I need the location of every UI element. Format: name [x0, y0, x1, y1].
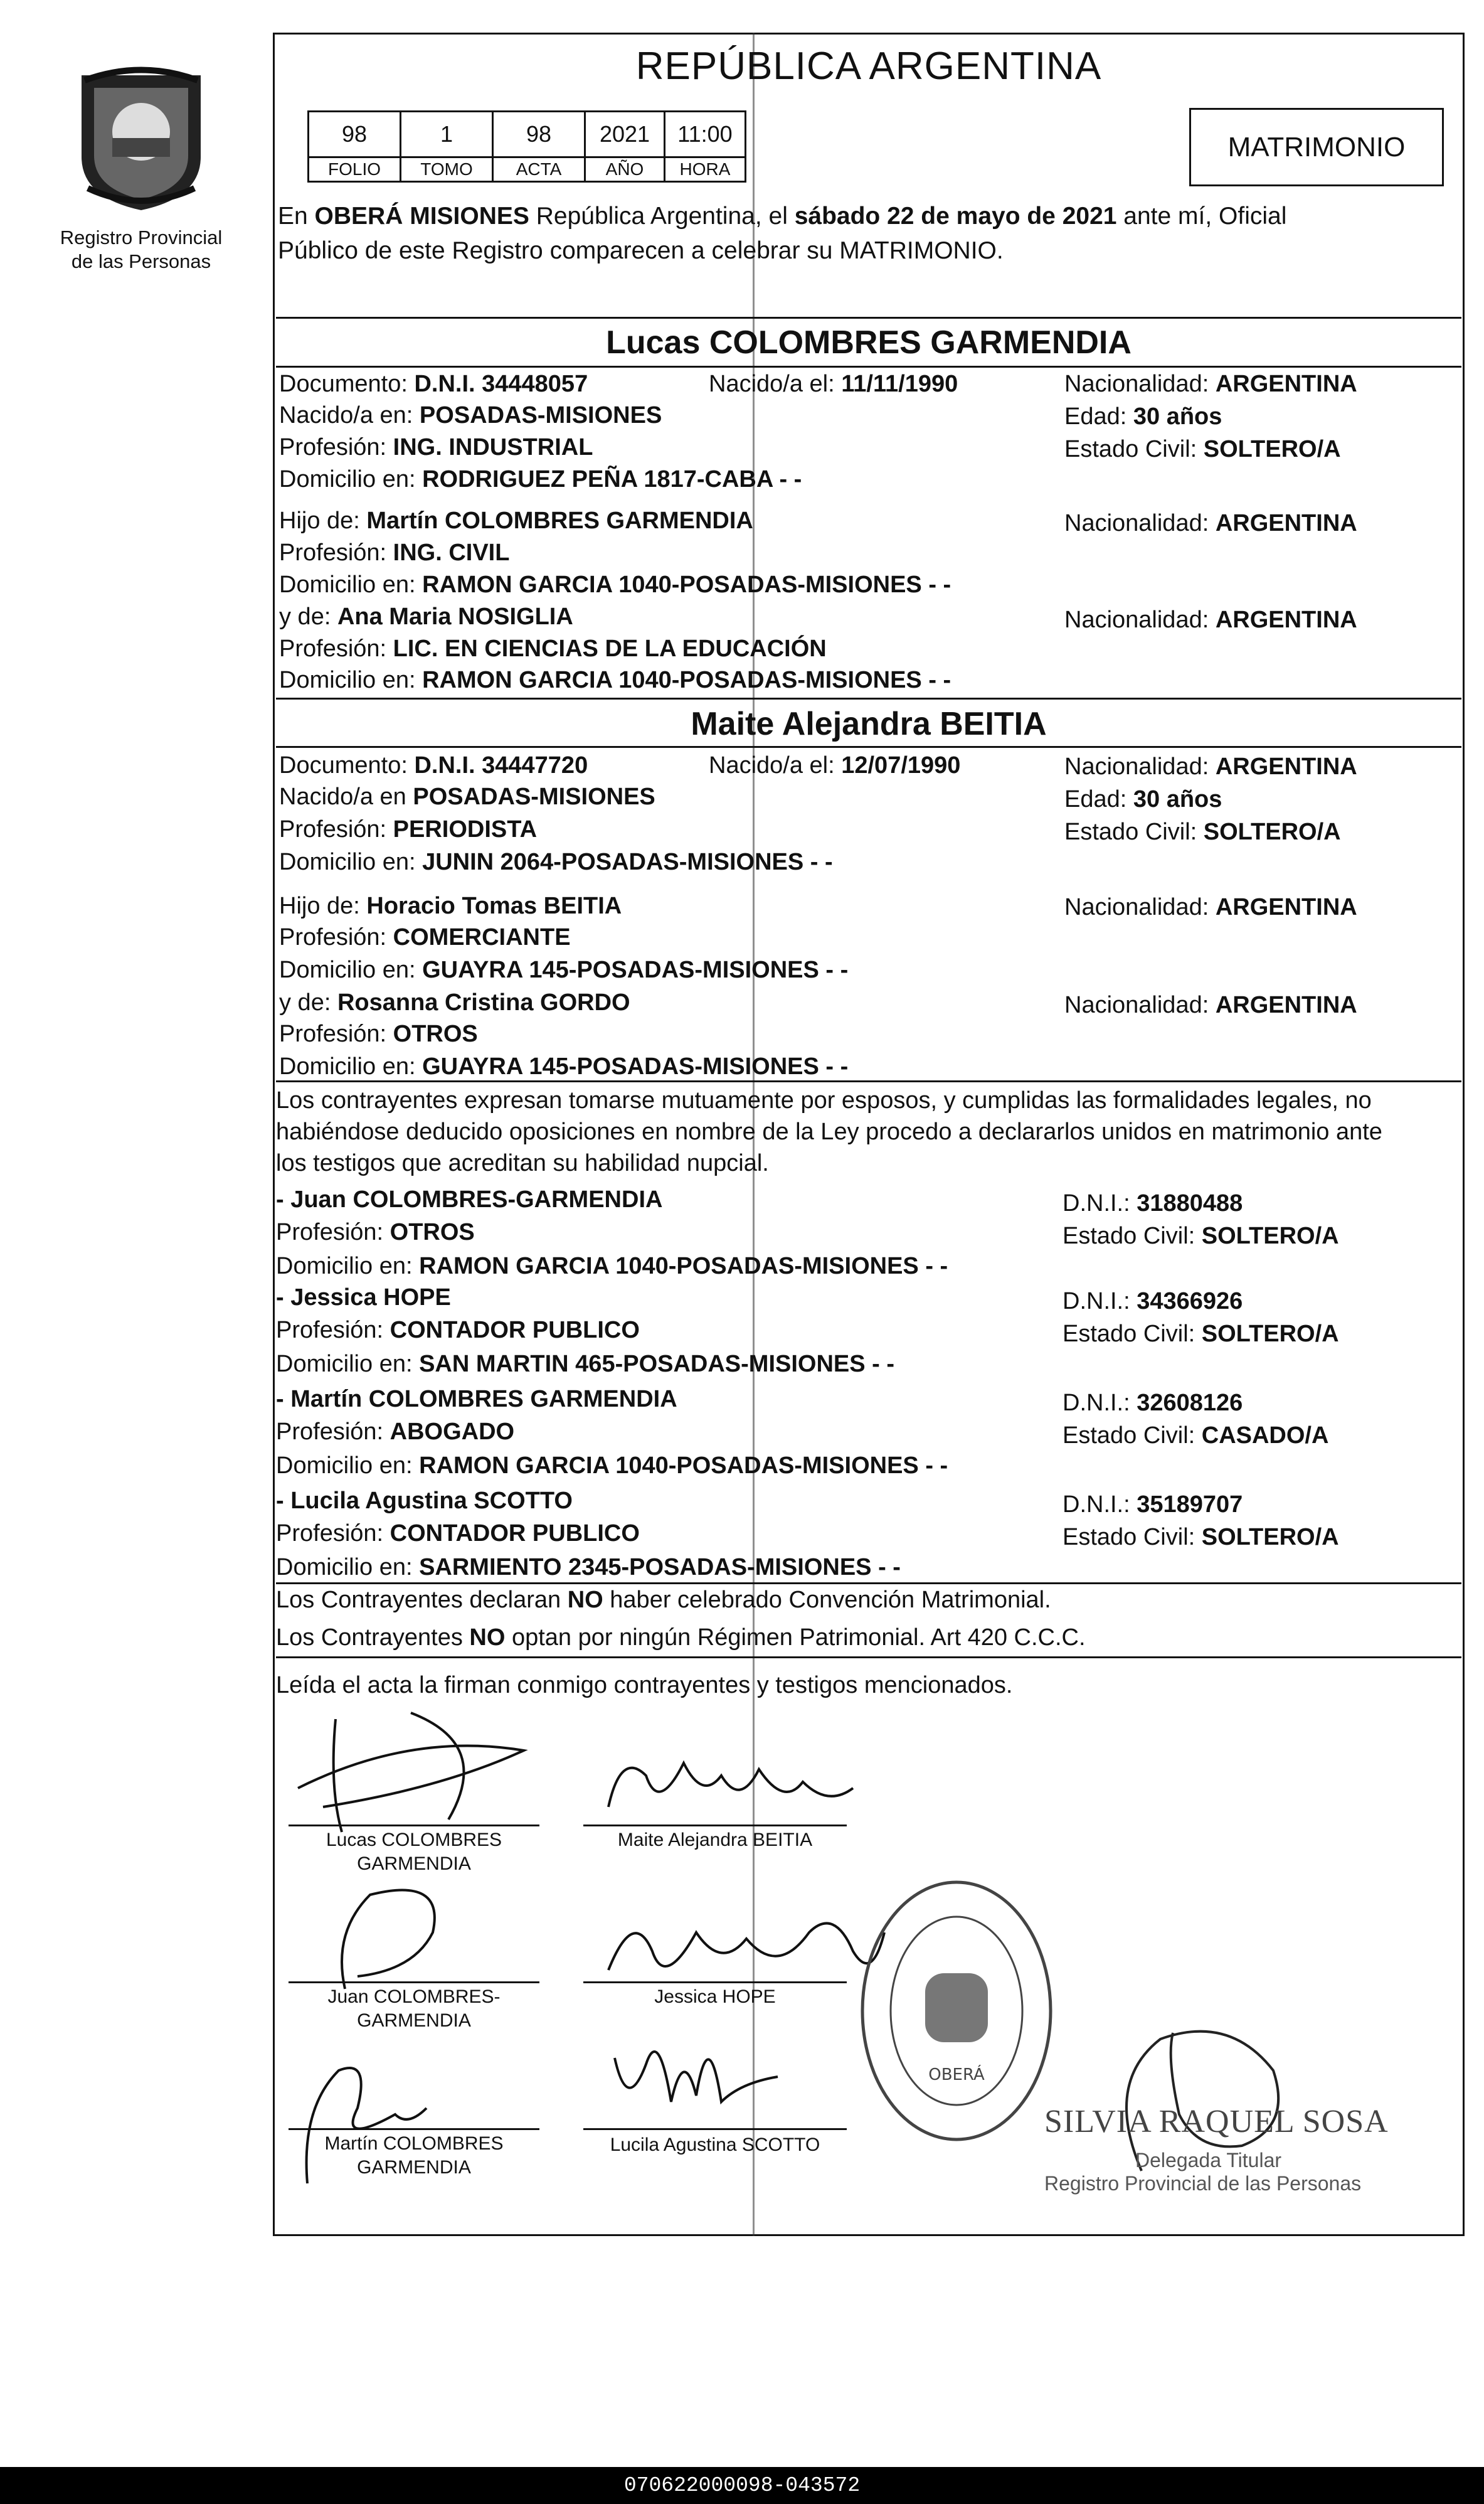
signature-line: [289, 1981, 539, 1983]
witness-profession: Profesión: CONTADOR PUBLICO: [276, 1317, 640, 1343]
divider: [276, 1656, 1461, 1658]
bride-father-nationality: Nacionalidad: ARGENTINA: [1064, 894, 1357, 920]
closing-statement: Leída el acta la firman conmigo contrayentes y testigos mencionados.: [276, 1672, 1013, 1698]
intro-date: sábado 22 de mayo de 2021: [794, 203, 1117, 230]
year-value: 2021: [585, 112, 665, 157]
witness1-signature-scribble: [295, 1870, 483, 1995]
signature-line: [583, 1825, 847, 1826]
bride-mother: y de: Rosanna Cristina GORDO: [279, 989, 630, 1016]
official-office: Registro Provincial de las Personas: [1044, 2172, 1362, 2195]
witness-civil-status: Estado Civil: SOLTERO/A: [1063, 1524, 1339, 1550]
official-role: Delegada Titular: [1135, 2149, 1282, 2171]
witness-dni: D.N.I.: 34366926: [1063, 1288, 1243, 1314]
witness-name: - Lucila Agustina SCOTTO: [276, 1488, 573, 1514]
acta-label: ACTA: [493, 157, 585, 182]
groom-father-nationality: Nacionalidad: ARGENTINA: [1064, 510, 1357, 536]
acta-value: 98: [493, 112, 585, 157]
witness-civil-status: Estado Civil: SOLTERO/A: [1063, 1321, 1339, 1347]
intro-line2: Público de este Registro comparecen a celebrar su MATRIMONIO.: [278, 237, 1004, 264]
divider: [276, 746, 1461, 748]
declaration-line3: los testigos que acreditan su habilidad nupcial.: [276, 1150, 769, 1176]
signature-line: [289, 1825, 539, 1826]
signature-line: [583, 2128, 847, 2130]
witness4-signature-caption: Lucila Agustina SCOTTO: [610, 2134, 820, 2155]
bride-nationality: Nacionalidad: ARGENTINA: [1064, 754, 1357, 780]
witness1-signature-caption: Juan COLOMBRES- GARMENDIA: [327, 1986, 501, 2031]
logo-caption-line1: Registro Provincial: [60, 226, 223, 248]
tomo-value: 1: [401, 112, 493, 157]
bride-address: Domicilio en: JUNIN 2064-POSADAS-MISIONES - -: [279, 849, 833, 875]
bride-document: Documento: D.N.I. 34447720: [279, 752, 588, 779]
bride-father: Hijo de: Horacio Tomas BEITIA: [279, 893, 622, 919]
witness-profession: Profesión: CONTADOR PUBLICO: [276, 1520, 640, 1547]
signature-line: [289, 2128, 539, 2130]
bride-signature-caption: Maite Alejandra BEITIA: [617, 1830, 813, 1850]
bride-father-profession: Profesión: COMERCIANTE: [279, 924, 571, 951]
witness-profession: Profesión: ABOGADO: [276, 1419, 515, 1445]
groom-mother-profession: Profesión: LIC. EN CIENCIAS DE LA EDUCACIÓN: [279, 636, 827, 662]
convention-note: Los Contrayentes declaran NO haber celebrado Convención Matrimonial.: [276, 1587, 1051, 1613]
witness-address: Domicilio en: RAMON GARCIA 1040-POSADAS-MISIONES - -: [276, 1253, 948, 1279]
witness-name: - Martín COLOMBRES GARMENDIA: [276, 1386, 677, 1412]
witness-civil-status: Estado Civil: SOLTERO/A: [1063, 1223, 1339, 1249]
groom-mother-nationality: Nacionalidad: ARGENTINA: [1064, 607, 1357, 633]
groom-birth-place: Nacido/a en: POSADAS-MISIONES: [279, 402, 662, 429]
signature-line: [583, 1981, 847, 1983]
tomo-label: TOMO: [401, 157, 493, 182]
logo-caption: [38, 226, 245, 274]
witness-name: - Juan COLOMBRES-GARMENDIA: [276, 1186, 663, 1213]
regime-note: Los Contrayentes NO optan por ningún Régimen Patrimonial. Art 420 C.C.C.: [276, 1624, 1086, 1651]
province-seal-logo: [69, 63, 213, 213]
groom-father-profession: Profesión: ING. CIVIL: [279, 540, 510, 566]
stamp-center-text: OBERÁ: [928, 2065, 985, 2084]
logo-caption-line2: de las Personas: [71, 250, 211, 272]
witness-address: Domicilio en: RAMON GARCIA 1040-POSADAS-MISIONES - -: [276, 1452, 948, 1479]
witness2-signature-caption: Jessica HOPE: [654, 1986, 776, 2007]
groom-civil-status: Estado Civil: SOLTERO/A: [1064, 436, 1341, 462]
document-code-bar: [0, 2467, 1484, 2504]
groom-father: Hijo de: Martín COLOMBRES GARMENDIA: [279, 508, 753, 534]
groom-father-address: Domicilio en: RAMON GARCIA 1040-POSADAS-MISIONES - -: [279, 572, 951, 598]
witness-address: Domicilio en: SARMIENTO 2345-POSADAS-MISIONES - -: [276, 1554, 901, 1580]
page-title: REPÚBLICA ARGENTINA: [635, 45, 1102, 88]
groom-age: Edad: 30 años: [1064, 403, 1222, 430]
groom-profession: Profesión: ING. INDUSTRIAL: [279, 434, 593, 461]
bride-age: Edad: 30 años: [1064, 786, 1222, 812]
declaration-line2: habiéndose deducido oposiciones en nombre de la Ley procedo a declararlos unidos en matrimonio ante: [276, 1119, 1382, 1145]
groom-signature-caption: Lucas COLOMBRES GARMENDIA: [326, 1830, 502, 1874]
divider: [276, 317, 1461, 319]
witness-dni: D.N.I.: 31880488: [1063, 1190, 1243, 1217]
bride-father-address: Domicilio en: GUAYRA 145-POSADAS-MISIONES - -: [279, 957, 849, 983]
folio-label: FOLIO: [309, 157, 401, 182]
groom-signature-scribble: [285, 1707, 549, 1838]
groom-mother: y de: Ana Maria NOSIGLIA: [279, 604, 573, 630]
groom-address: Domicilio en: RODRIGUEZ PEÑA 1817-CABA - -: [279, 466, 802, 493]
groom-name: Lucas COLOMBRES GARMENDIA: [606, 324, 1132, 361]
groom-birth-date: Nacido/a el: 11/11/1990: [709, 371, 958, 397]
year-label: AÑO: [585, 157, 665, 182]
hour-label: HORA: [665, 157, 746, 182]
bride-birth-date: Nacido/a el: 12/07/1990: [709, 752, 961, 779]
bride-profession: Profesión: PERIODISTA: [279, 816, 538, 843]
intro-city: OBERÁ MISIONES: [314, 203, 529, 230]
bride-mother-nationality: Nacionalidad: ARGENTINA: [1064, 992, 1357, 1018]
registry-table: [307, 110, 746, 183]
groom-nationality: Nacionalidad: ARGENTINA: [1064, 371, 1357, 397]
witness-address: Domicilio en: SAN MARTIN 465-POSADAS-MISIONES - -: [276, 1351, 895, 1377]
divider: [276, 366, 1461, 368]
witness4-signature-scribble: [602, 2008, 790, 2133]
bride-signature-scribble: [596, 1738, 872, 1832]
record-type-box: MATRIMONIO: [1189, 108, 1444, 186]
hour-value: 11:00: [665, 112, 746, 157]
bride-birth-place: Nacido/a en POSADAS-MISIONES: [279, 784, 655, 810]
official-name: SILVIA RAQUEL SOSA: [1044, 2104, 1389, 2139]
folio-value: 98: [309, 112, 401, 157]
witness-dni: D.N.I.: 35189707: [1063, 1491, 1243, 1518]
witness-dni: D.N.I.: 32608126: [1063, 1390, 1243, 1416]
witness-civil-status: Estado Civil: CASADO/A: [1063, 1422, 1329, 1449]
groom-mother-address: Domicilio en: RAMON GARCIA 1040-POSADAS-MISIONES - -: [279, 667, 951, 693]
divider: [276, 698, 1461, 700]
declaration-line1: Los contrayentes expresan tomarse mutuamente por esposos, y cumplidas las formalidades legales, no: [276, 1087, 1372, 1114]
registry-round-stamp: [856, 1873, 1057, 2149]
bride-mother-profession: Profesión: OTROS: [279, 1021, 478, 1047]
divider: [276, 1582, 1461, 1584]
intro-line1: En OBERÁ MISIONES República Argentina, el sábado 22 de mayo de 2021 ante mí, Oficial: [278, 203, 1287, 230]
witness-name: - Jessica HOPE: [276, 1284, 451, 1311]
document-code: 070622000098-043572: [623, 2474, 861, 2497]
bride-name: Maite Alejandra BEITIA: [691, 706, 1047, 742]
bride-civil-status: Estado Civil: SOLTERO/A: [1064, 819, 1341, 845]
witness-profession: Profesión: OTROS: [276, 1219, 475, 1245]
groom-document: Documento: D.N.I. 34448057: [279, 371, 588, 397]
bride-mother-address: Domicilio en: GUAYRA 145-POSADAS-MISIONES - -: [279, 1053, 849, 1080]
divider: [276, 1080, 1461, 1082]
witness3-signature-caption: Martín COLOMBRES GARMENDIA: [324, 2133, 504, 2178]
